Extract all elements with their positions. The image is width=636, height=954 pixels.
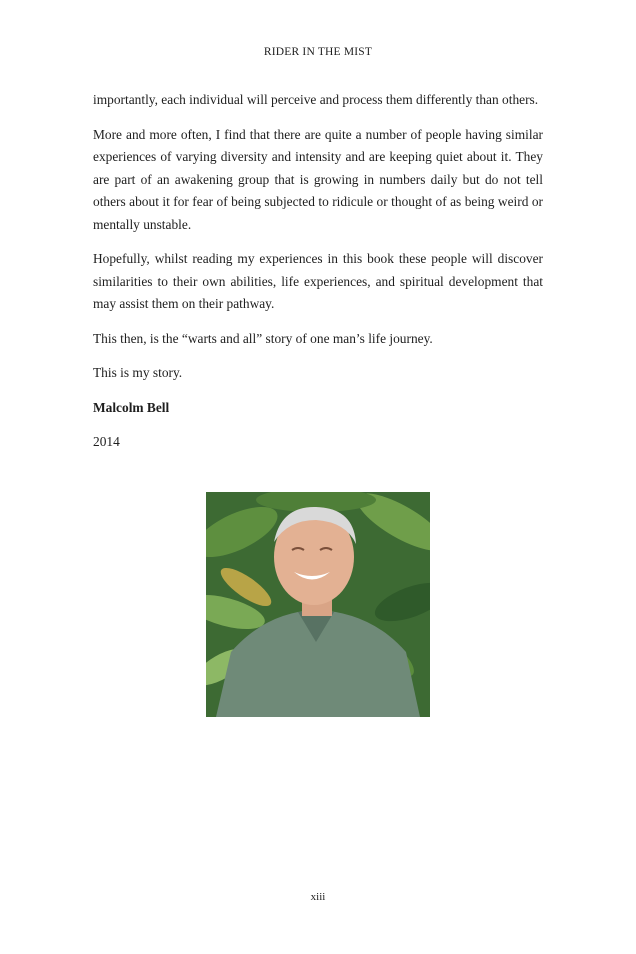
running-header: RIDER IN THE MIST xyxy=(263,46,373,58)
body-text xyxy=(93,89,543,466)
author-photo xyxy=(206,492,430,717)
paragraph-2: More and more often, I find that there are quite a number of people having similar experiences of varying diversity and intensity and are keeping quiet about it. They are part of an awakening group that is growing in numbers daily but do not tell others about it for fear of being subjected to ridicule or thought of as being weird or mentally unstable. xyxy=(93,126,543,232)
page-number: xiii xyxy=(310,891,326,903)
paragraph-1: importantly, each individual will perceive and process them differently than others. xyxy=(93,92,539,107)
author-portrait-illustration xyxy=(206,492,430,717)
paragraph-5: This is my story. xyxy=(93,365,183,380)
paragraph-4: This then, is the “warts and all” story of one man’s life journey. xyxy=(93,330,433,346)
author-name: Malcolm Bell xyxy=(93,399,170,415)
author-year: 2014 xyxy=(93,434,120,449)
paragraph-3: Hopefully, whilst reading my experiences in this book these people will discover similarities to their own abilities, life experiences, and spiritual development that may assist them on their pathway. xyxy=(93,251,543,311)
